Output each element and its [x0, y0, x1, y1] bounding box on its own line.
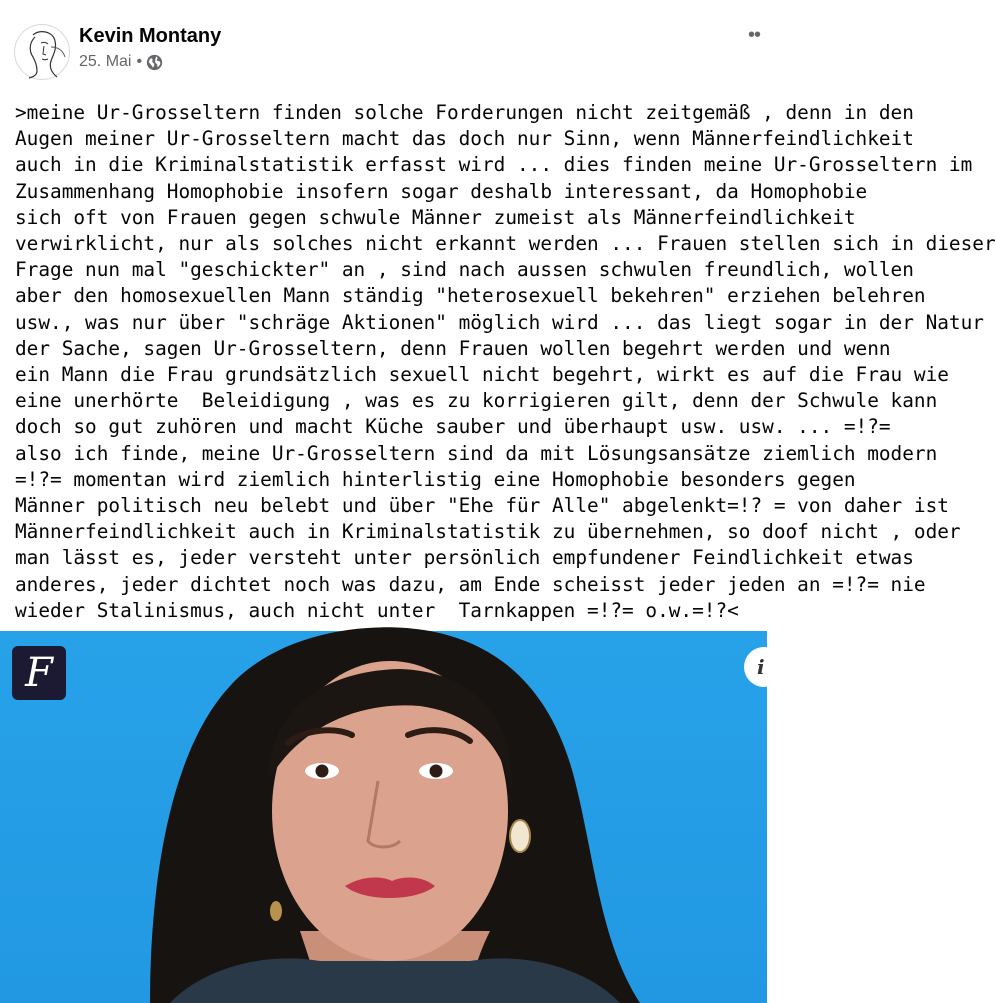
- post-text-line: anderes, jeder dichtet noch was dazu, am Ende scheisst jeder jeden an =!?= nie: [15, 572, 926, 596]
- globe-icon: [146, 54, 163, 71]
- avatar[interactable]: [14, 24, 70, 80]
- post-date[interactable]: 25. Mai: [79, 53, 132, 70]
- post-text-line: Männerfeindlichkeit auch in Kriminalstatistik zu übernehmen, so doof nicht , oder: [15, 520, 961, 544]
- post-text-line: aber den homosexuellen Mann ständig "heterosexuell bekehren" erziehen belehren: [15, 284, 926, 308]
- post-text-line: wieder Stalinismus, auch nicht unter Tarnkappen =!?= o.w.=!?<: [15, 598, 739, 622]
- post-text-line: Zusammenhang Homophobie insofern sogar deshalb interessant, da Homophobie: [15, 179, 868, 203]
- more-options-icon[interactable]: ••: [748, 24, 761, 46]
- info-icon[interactable]: i: [744, 647, 784, 687]
- portrait-photo: [0, 631, 767, 1003]
- post-header: [0, 0, 767, 92]
- post-text: [15, 100, 996, 624]
- post-text-line: auch in die Kriminalstatistik erfasst wird ... dies finden meine Ur-Grosseltern im: [15, 153, 973, 177]
- post-text-line: der Sache, sagen Ur-Grosseltern, denn Frauen wollen begehrt werden und wenn: [15, 336, 891, 360]
- post-text-line: >meine Ur-Grosseltern finden solche Forderungen nicht zeitgemäß , denn in den: [15, 101, 914, 124]
- link-preview-image[interactable]: [0, 631, 767, 1003]
- post-text-line: Männer politisch neu belebt und über "Ehe für Alle" abgelenkt=!? = von daher ist: [15, 494, 949, 518]
- post-text-line: also ich finde, meine Ur-Grosseltern sind da mit Lösungsansätze ziemlich modern: [15, 441, 938, 465]
- post-author-name[interactable]: Kevin Montany: [79, 25, 222, 47]
- post-text-line: Augen meiner Ur-Grosseltern macht das doch nur Sinn, wenn Männerfeindlichkeit: [15, 127, 914, 151]
- post-text-line: verwirklicht, nur als solches nicht erkannt werden ... Frauen stellen sich in dieser: [15, 232, 996, 256]
- post-meta: [79, 53, 163, 71]
- post-text-line: man lässt es, jeder versteht unter persönlich empfundener Feindlichkeit etwas: [15, 546, 914, 570]
- post-text-line: eine unerhörte Beleidigung , was es zu korrigieren gilt, denn der Schwule kann: [15, 389, 938, 413]
- post-text-line: usw., was nur über "schräge Aktionen" möglich wird ... das liegt sogar in der Natur: [15, 310, 984, 334]
- post-text-line: =!?= momentan wird ziemlich hinterlistig eine Homophobie besonders gegen: [15, 467, 856, 491]
- post-text-line: doch so gut zuhören und macht Küche sauber und überhaupt usw. usw. ... =!?=: [15, 415, 891, 439]
- publisher-logo: F: [12, 646, 66, 700]
- meta-separator: •: [136, 53, 143, 70]
- post-text-line: sich oft von Frauen gegen schwule Männer zumeist als Männerfeindlichkeit: [15, 205, 856, 229]
- post-text-line: Frage nun mal "geschickter" an , sind nach aussen schwulen freundlich, wollen: [15, 258, 914, 282]
- post-text-line: ein Mann die Frau grundsätzlich sexuell nicht begehrt, wirkt es auf die Frau wie: [15, 363, 949, 387]
